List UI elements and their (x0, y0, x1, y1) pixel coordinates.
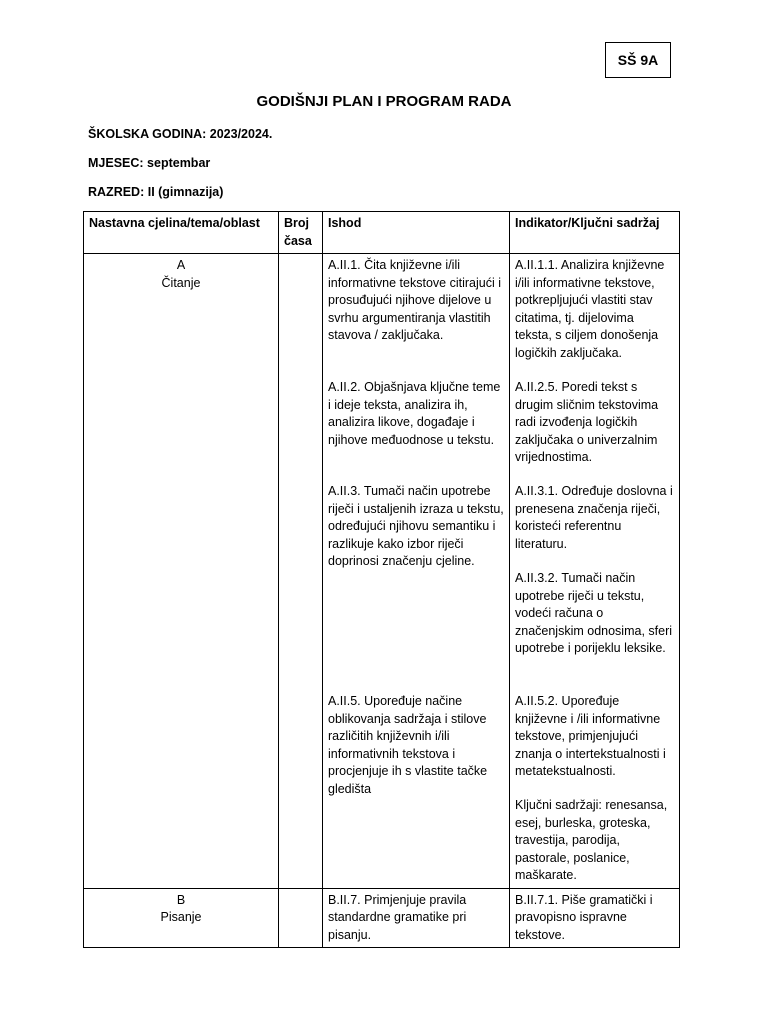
outcome-item: A.II.3. Tumači način upotrebe riječi i ustaljenih izraza u tekstu, određujući njihovu semantiku i razlikuje kako izbor riječi doprinosi značenju cjeline. (328, 484, 504, 568)
unit-letter: A (176, 258, 186, 272)
indicator-item: A.II.5.2. Upoređuje književne i /ili informativne tekstove, primjenjujući znanja o intertekstualnosti i metatekstualnosti. (515, 694, 666, 778)
indicator-item: A.II.3.1. Određuje doslovna i prenesena značenja riječi, koristeći referentnu literaturu. (515, 484, 673, 551)
grade: RAZRED: II (gimnazija) (88, 185, 224, 199)
table-header-row (84, 212, 680, 254)
header-hours: Broj časa (279, 212, 323, 254)
outcome-item: A.II.2. Objašnjava ključne teme i ideje teksta, analizira ih, analizira likove, događaje i njihove međuodnose u tekstu. (328, 380, 501, 447)
header-outcome: Ishod (323, 212, 510, 254)
unit-name: Pisanje (160, 910, 202, 924)
indicator-cell (510, 254, 680, 889)
table-row (84, 888, 680, 948)
outcome-item: B.II.7. Primjenjuje pravila standardne gramatike pri pisanju. (328, 892, 467, 942)
outcome-cell (323, 888, 510, 948)
indicator-item: A.II.2.5. Poredi tekst s drugim sličnim tekstovima radi izvođenja logičkih zaključaka o univerzalnim vrijednostima. (515, 380, 659, 464)
indicator-item: A.II.3.2. Tumači način upotrebe riječi u tekstu, vodeći računa o značenjskim odnosima, sferi upotrebe i porijeklu leksike. (515, 571, 673, 655)
outcome-cell (323, 254, 510, 889)
document-title: GODIŠNJI PLAN I PROGRAM RADA (256, 93, 512, 110)
outcome-item: A.II.1. Čita književne i/ili informativne tekstove citirajući i prosuđujući njihove dijelove u svrhu argumentiranja vlastitih stavova / zaključaka. (328, 258, 501, 342)
hours-cell (279, 888, 323, 948)
outcome-item: A.II.5. Upoređuje načine oblikovanja sadržaja i stilove različitih književnih i/ili informativnih tekstova i procjenjuje ih s vlastite tačke gledišta (328, 694, 488, 796)
plan-table (83, 211, 680, 948)
header-indicator: Indikator/Ključni sadržaj (510, 212, 680, 254)
unit-cell (84, 254, 279, 889)
table-row (84, 254, 680, 889)
unit-letter: B (176, 892, 186, 907)
key-content: Ključni sadržaji: renesansa, esej, burleska, groteska, travestija, parodija, pastorale, poslanice, maškarate. (515, 798, 668, 882)
indicator-item: A.II.1.1. Analizira književne i/ili informativne tekstove, potkrepljujući vlastiti stav citatima, tj. dijelovima teksta, s ciljem donošenja logičkih zaključaka. (515, 258, 665, 360)
indicator-item: B.II.7.1. Piše gramatički i pravopisno ispravne tekstove. (515, 892, 653, 942)
header-unit: Nastavna cjelina/tema/oblast (84, 212, 279, 254)
document-code-badge: SŠ 9A (605, 42, 671, 78)
month: MJESEC: septembar (88, 156, 211, 170)
school-year: ŠKOLSKA GODINA: 2023/2024. (88, 127, 273, 141)
unit-name: Čitanje (161, 275, 201, 290)
unit-cell (84, 888, 279, 948)
hours-cell (279, 254, 323, 889)
indicator-cell (510, 888, 680, 948)
